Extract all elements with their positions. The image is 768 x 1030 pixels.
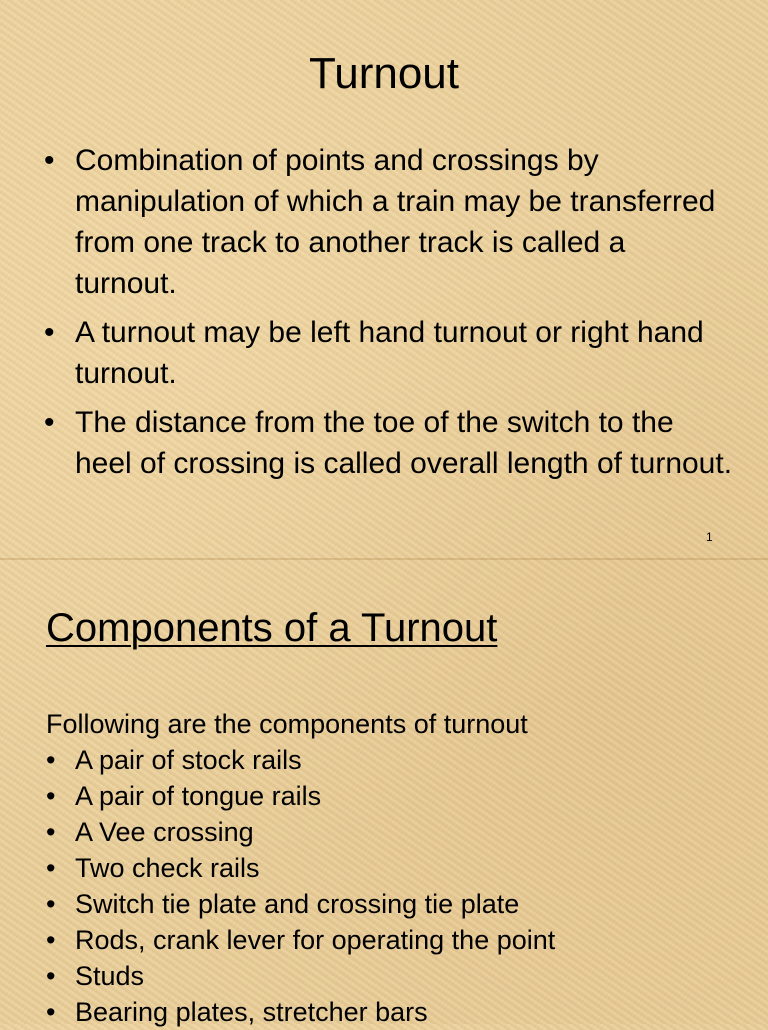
bullet-list (44, 140, 734, 492)
component-item: • Studs (46, 958, 746, 994)
page-number: 1 (706, 530, 713, 544)
slide-title: Turnout (308, 49, 459, 98)
bullet-item: • A turnout may be left hand turnout or right hand turnout. (44, 312, 734, 394)
bullet-item: • The distance from the toe of the switch to the heel of crossing is called overall length of turnout. (44, 402, 734, 484)
bullet-item: • Combination of points and crossings by manipulation of which a train may be transferred from one track to another track is called a turnout. (44, 140, 734, 304)
component-item: • A pair of stock rails (46, 742, 746, 778)
component-item: • Rods, crank lever for operating the point (46, 922, 746, 958)
components-list (46, 742, 746, 1030)
slide-divider (0, 558, 768, 560)
component-item: • Switch tie plate and crossing tie plate (46, 886, 746, 922)
slide-title-components: Components of a Turnout (46, 606, 498, 650)
component-item: • Bearing plates, stretcher bars (46, 994, 746, 1030)
component-item: • Two check rails (46, 850, 746, 886)
intro-text: Following are the components of turnout (46, 709, 528, 739)
component-item: • A Vee crossing (46, 814, 746, 850)
component-item: • A pair of tongue rails (46, 778, 746, 814)
